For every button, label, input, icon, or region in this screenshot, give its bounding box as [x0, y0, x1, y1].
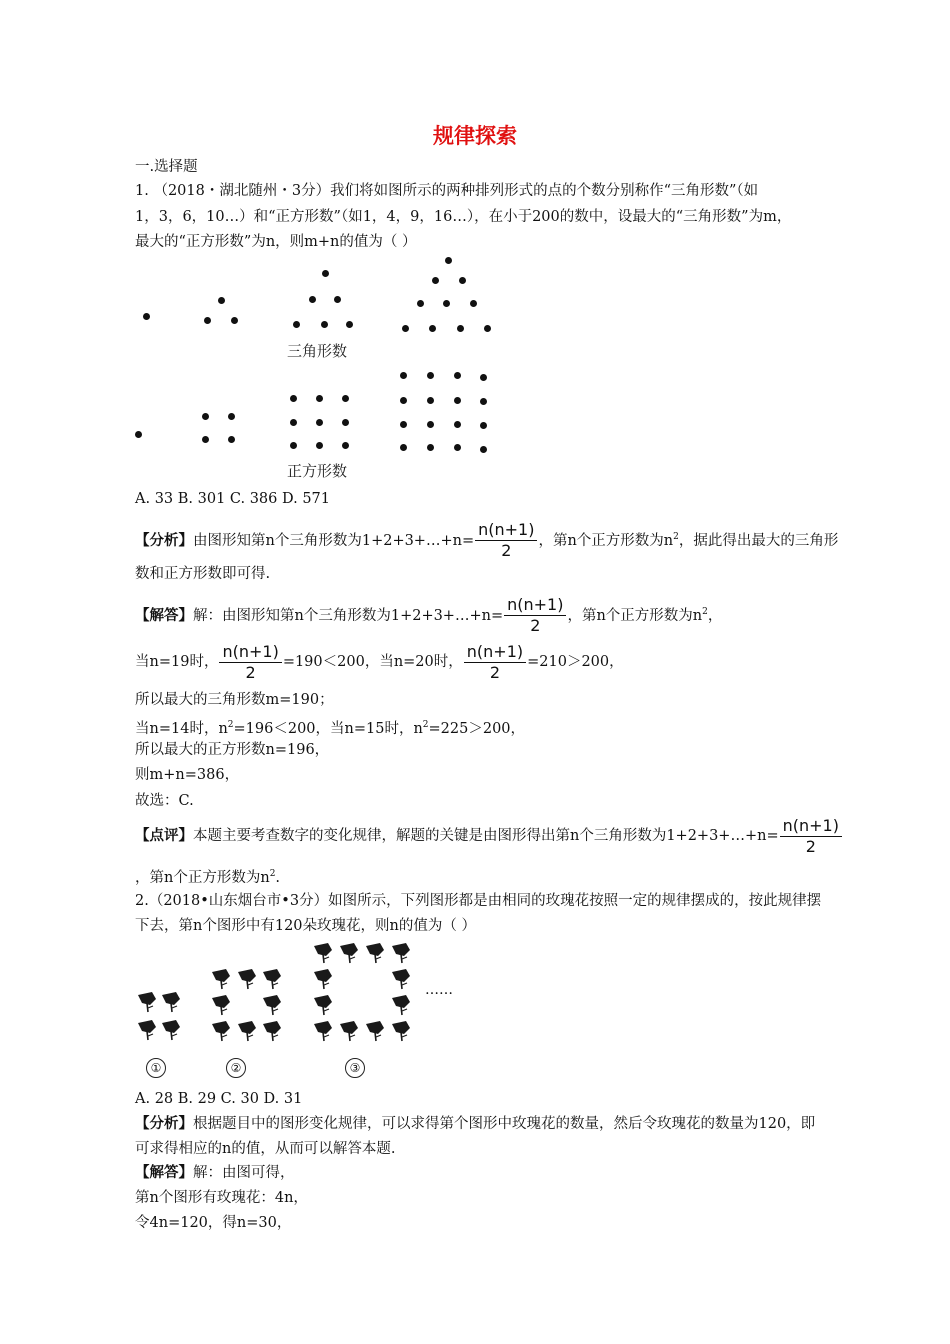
rose-icon	[364, 1020, 386, 1042]
square-numbers-label: 正方形数	[287, 462, 348, 480]
q1-choose: 故选：C.	[135, 793, 194, 809]
solve-text: =210＞200，	[527, 654, 624, 670]
dot	[290, 419, 297, 426]
superscript: 2	[269, 869, 276, 879]
rose-icon	[261, 994, 283, 1016]
q1-text-line2: 1，3，6，10…）和“正方形数”（如1，4，9，16…），在小于200的数中，设最大的“三角形数”为m，	[135, 209, 792, 225]
rose-icon	[210, 1020, 232, 1042]
rose-icon	[312, 1020, 334, 1042]
dot	[400, 397, 407, 404]
comment-text: ，第n个正方形数为n	[135, 869, 270, 886]
dot	[480, 446, 487, 453]
q1-comment-line2	[135, 864, 280, 888]
solve-text: =190＜200，当n=20时，	[282, 654, 463, 670]
dot	[290, 395, 297, 402]
comment-tag: 【点评】	[135, 827, 193, 844]
rose-icon	[390, 994, 412, 1016]
dot	[427, 372, 434, 379]
q2-solve-line3: 令4n=120，得n=30，	[135, 1215, 292, 1231]
solve-text: 解：由图可得，	[193, 1165, 295, 1181]
rose-icon	[236, 1020, 258, 1042]
dot	[316, 395, 323, 402]
q1-sum: 则m+n=386，	[135, 767, 240, 783]
dot	[454, 397, 461, 404]
dot	[480, 422, 487, 429]
analysis-tag: 【分析】	[135, 1115, 193, 1132]
fraction-numerator: n(n+1)	[464, 642, 526, 663]
dot	[480, 374, 487, 381]
section-heading: 一.选择题	[135, 159, 198, 175]
rose-icon	[136, 991, 158, 1013]
comment-text: .	[275, 869, 281, 886]
triangle-numbers-label: 三角形数	[287, 342, 348, 360]
fraction	[780, 816, 842, 857]
rose-icon	[312, 994, 334, 1016]
rose-icon	[261, 1020, 283, 1042]
q2-text-line1: 2.（2018•山东烟台市•3分）如图所示，下列图形都是由相同的玫瑰花按照一定的规律摆成的，按此规律摆	[135, 893, 822, 909]
solve-text: =225＞200，	[428, 720, 526, 737]
fraction	[219, 642, 281, 683]
comment-text: 本题主要考查数字的变化规律，解题的关键是由图形得出第n个三角形数为1+2+3+…+n=	[193, 828, 779, 844]
rose-icon	[160, 991, 182, 1013]
dot	[316, 419, 323, 426]
fraction	[504, 595, 566, 636]
dot	[316, 442, 323, 449]
dot	[135, 431, 142, 438]
solve-text: =196＜200，当n=15时，n	[233, 720, 423, 737]
dot	[218, 297, 225, 304]
dot	[334, 296, 341, 303]
fraction-numerator: n(n+1)	[504, 595, 566, 616]
q1-so-sq: 所以最大的正方形数n=196，	[135, 742, 330, 758]
page-title: 规律探索	[433, 124, 517, 148]
dot	[322, 270, 329, 277]
analysis-tag: 【分析】	[135, 531, 193, 549]
dot	[484, 325, 491, 332]
q2-analysis-line2: 可求得相应的n的值，从而可以解答本题.	[135, 1141, 396, 1157]
q2-text-line2: 下去，第n个图形中有120朵玫瑰花，则n的值为（ ）	[135, 918, 476, 934]
dot	[202, 436, 209, 443]
q2-options: A. 28 B. 29 C. 30 D. 31	[135, 1091, 303, 1107]
rose-icon	[210, 994, 232, 1016]
q1-when19	[135, 640, 624, 684]
dot	[429, 325, 436, 332]
rose-icon	[160, 1019, 182, 1041]
dot	[427, 421, 434, 428]
dot	[342, 395, 349, 402]
q1-solution: 【解答】解：由图形知第n个三角形数为1+2+3+…+n= $\frac{n(n+1)}{2}$ ，第n个正方形数为$n^2$，	[135, 595, 723, 636]
analysis-text: ，第n个正方形数为n	[538, 532, 674, 549]
solve-text: 解：由图形知第n个三角形数为1+2+3+…+n=	[193, 607, 504, 624]
fraction-numerator: n(n+1)	[780, 816, 842, 837]
fraction-denominator: 2	[805, 836, 816, 856]
dot	[459, 277, 466, 284]
rose-icon	[390, 942, 412, 964]
superscript: 2	[422, 720, 429, 730]
dot	[400, 444, 407, 451]
rose-icon	[210, 968, 232, 990]
solve-text: 当n=19时，	[135, 654, 219, 670]
dot	[443, 300, 450, 307]
fraction	[475, 520, 537, 561]
dot	[342, 442, 349, 449]
dot	[309, 296, 316, 303]
dot	[427, 444, 434, 451]
dot	[228, 436, 235, 443]
dot	[432, 277, 439, 284]
dot	[321, 321, 328, 328]
analysis-text: 由图形知第n个三角形数为1+2+3+…+n=	[193, 532, 475, 549]
ellipsis: ……	[425, 982, 453, 998]
dot	[400, 372, 407, 379]
solve-text: ，第n个正方形数为n	[567, 607, 703, 624]
q1-comment	[135, 814, 843, 858]
q1-analysis	[135, 515, 838, 563]
solve-tag: 【解答】	[135, 1164, 193, 1181]
fraction-denominator: 2	[530, 616, 541, 636]
dot	[400, 421, 407, 428]
q1-options: A. 33 B. 301 C. 386 D. 571	[135, 491, 330, 507]
q2-solve-line1	[135, 1163, 295, 1183]
dot	[204, 317, 211, 324]
dot	[293, 321, 300, 328]
fraction-numerator: n(n+1)	[475, 520, 537, 541]
dot	[346, 321, 353, 328]
fraction-denominator: 2	[501, 541, 512, 561]
dot	[454, 372, 461, 379]
fraction-denominator: 2	[489, 662, 501, 682]
solve-text: 当n=14时，n	[135, 720, 228, 737]
dot	[417, 300, 424, 307]
dot	[342, 419, 349, 426]
superscript: 2	[702, 607, 708, 617]
q1-text-line1: 1. （2018・湖北随州・3分）我们将如图所示的两种排列形式的点的个数分别称作“三角形数”（如	[135, 183, 759, 199]
dot	[231, 317, 238, 324]
rose-icon	[312, 968, 334, 990]
q2-solve-line2: 第n个图形有玫瑰花：4n，	[135, 1190, 308, 1206]
dot	[470, 300, 477, 307]
rose-icon	[312, 942, 334, 964]
dot	[290, 442, 297, 449]
dot	[427, 397, 434, 404]
rose-icon	[390, 1020, 412, 1042]
q1-when14	[135, 715, 525, 739]
rose-icon	[236, 968, 258, 990]
solve-tag: 【解答】	[135, 606, 193, 624]
dot	[480, 398, 487, 405]
q1-text-line3: 最大的“正方形数”为n，则m+n的值为（ ）	[135, 234, 417, 250]
fraction-denominator: 2	[245, 662, 256, 682]
rose-icon	[364, 942, 386, 964]
figure-label-2: ②	[226, 1058, 246, 1078]
rose-icon	[338, 1020, 360, 1042]
q1-analysis-line2: 数和正方形数即可得.	[135, 566, 271, 582]
dot	[454, 421, 461, 428]
rose-icon	[261, 968, 283, 990]
rose-icon	[390, 968, 412, 990]
dot	[454, 444, 461, 451]
analysis-text: 根据题目中的图形变化规律，可以求得第个图形中玫瑰花的数量，然后令玫瑰花的数量为120，即	[193, 1116, 816, 1132]
dot	[143, 313, 150, 320]
rose-icon	[136, 1019, 158, 1041]
figure-label-3: ③	[345, 1058, 365, 1078]
superscript: 2	[673, 532, 679, 542]
q1-so-tri: 所以最大的三角形数m=190；	[135, 692, 334, 708]
q2-analysis-line1	[135, 1114, 815, 1134]
dot	[228, 413, 235, 420]
fraction-numerator: n(n+1)	[219, 642, 281, 663]
dot	[457, 325, 464, 332]
rose-icon	[338, 942, 360, 964]
dot	[402, 325, 409, 332]
fraction	[464, 642, 526, 683]
superscript: 2	[227, 720, 234, 730]
dot	[445, 257, 452, 264]
analysis-text: ，据此得出最大的三角形	[678, 532, 839, 549]
figure-label-1: ①	[146, 1058, 166, 1078]
dot	[202, 413, 209, 420]
